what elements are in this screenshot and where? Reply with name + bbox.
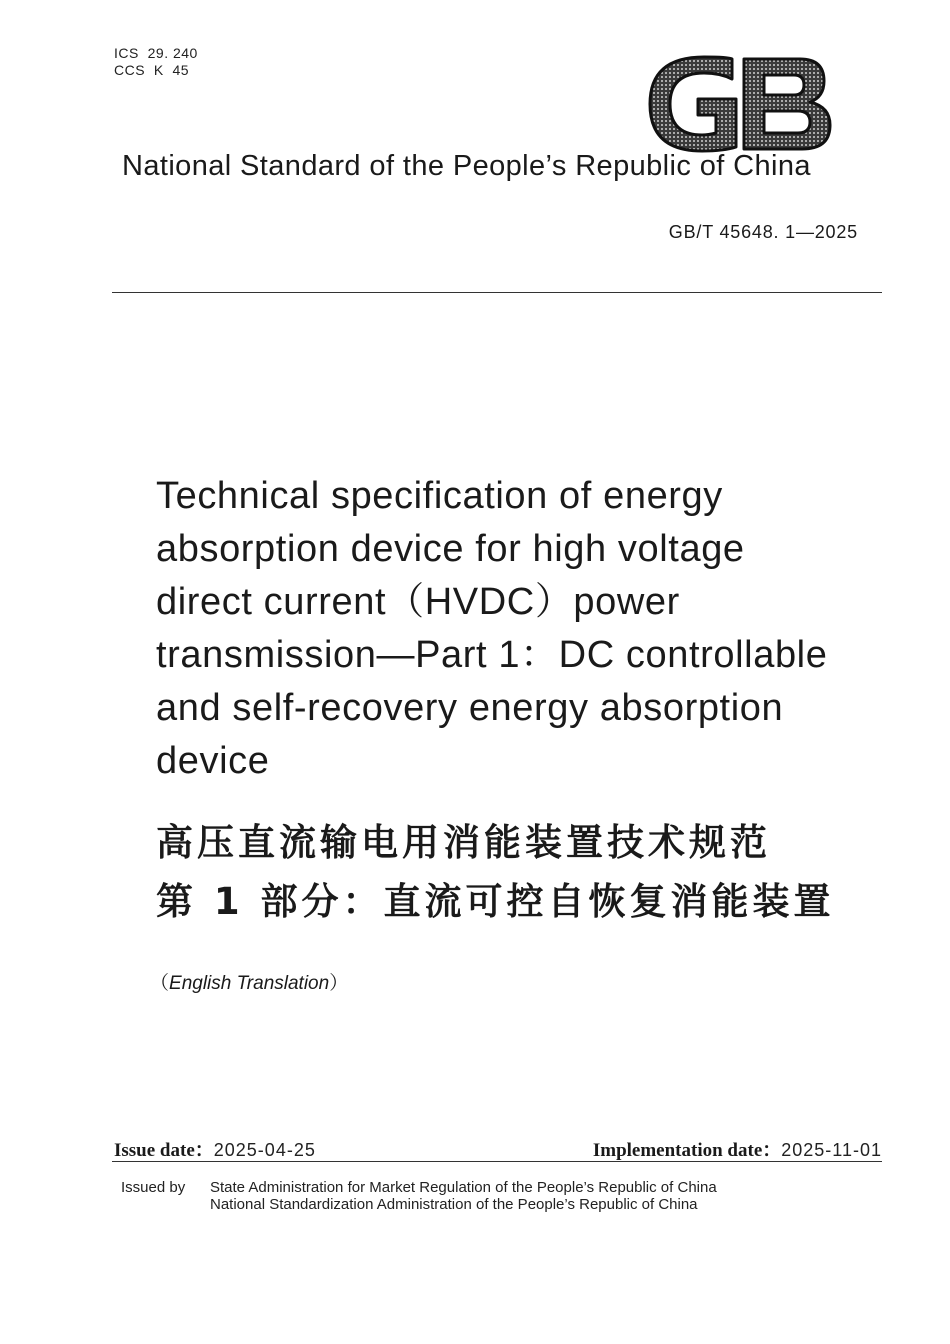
- english-title-line: device: [156, 740, 270, 782]
- ccs-code: CCS K 45: [114, 62, 190, 78]
- implementation-date: [593, 1135, 882, 1162]
- issuer-line: National Standardization Administration of the People’s Republic of China: [210, 1196, 698, 1213]
- chinese-title-line: 第 1 部分：直流可控自恢复消能装置: [156, 880, 835, 923]
- standard-name: National Standard of the People’s Republic of China: [122, 150, 811, 182]
- english-title-line: absorption device for high voltage: [156, 528, 745, 570]
- top-divider: [112, 292, 882, 293]
- issue-date: [114, 1135, 316, 1162]
- issuer-line: State Administration for Market Regulation of the People’s Republic of China: [210, 1179, 717, 1196]
- date-row: [114, 1135, 882, 1161]
- translation-note: [150, 968, 348, 995]
- issue-date-value: 2025-04-25: [213, 1140, 316, 1160]
- issue-date-label: Issue date：: [114, 1140, 214, 1161]
- translation-text: English Translation: [169, 973, 330, 994]
- translation-paren-close: ）: [329, 973, 349, 994]
- issued-by-label: Issued by: [121, 1179, 186, 1196]
- english-title-line: and self-recovery energy absorption: [156, 687, 784, 729]
- chinese-title-line: 高压直流输电用消能装置技术规范: [156, 821, 771, 864]
- bottom-divider: [112, 1161, 882, 1162]
- english-title-line: transmission—Part 1：DC controllable: [156, 634, 828, 676]
- implementation-date-label: Implementation date：: [592, 1140, 782, 1161]
- document-number: GB/T 45648. 1—2025: [668, 222, 858, 242]
- chinese-title: [156, 813, 896, 931]
- ics-code: ICS 29. 240: [114, 45, 198, 61]
- translation-paren-open: （: [150, 973, 170, 994]
- gb-logo: [644, 55, 834, 153]
- implementation-date-value: 2025-11-01: [781, 1140, 882, 1160]
- issuer-list: [210, 1179, 717, 1213]
- english-title: [156, 470, 896, 788]
- english-title-line: Technical specification of energy: [156, 475, 723, 517]
- english-title-line: direct current（HVDC）power: [156, 581, 680, 623]
